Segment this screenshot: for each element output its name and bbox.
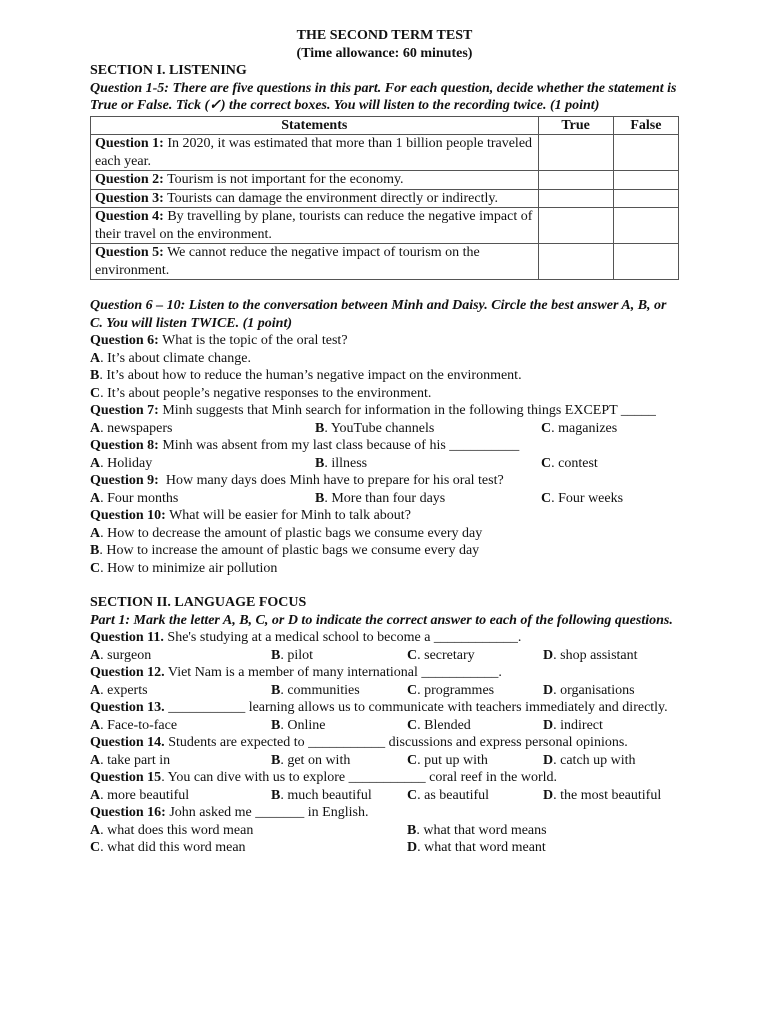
true-checkbox-cell[interactable] [538,189,613,208]
option-d[interactable]: D. organisations [543,682,635,698]
option-c[interactable]: C. secretary [407,647,475,663]
false-checkbox-cell[interactable] [613,135,678,171]
header-statements: Statements [91,116,539,135]
option-d[interactable]: D. indirect [543,717,603,733]
statement-text: Tourism is not important for the economy. [163,172,404,187]
table-row [91,189,679,208]
option-d[interactable]: D. the most beautiful [543,787,662,803]
statement-cell [91,244,539,280]
false-checkbox-cell[interactable] [613,208,678,244]
option-b[interactable]: B. pilot [271,647,314,663]
true-checkbox-cell[interactable] [538,135,613,171]
true-checkbox-cell[interactable] [538,244,613,280]
option-c[interactable]: C. Four weeks [541,490,624,506]
question-label: Question 2: [95,172,164,187]
question-label: Question 5: [95,245,164,260]
listening-part2-instruction: Question 6 – 10: Listen to the conversation between Minh and Daisy. Circle the best answer A, B, or C. You will listen TWICE. (1 point) [90,298,667,331]
options-row [90,490,679,508]
question-14: Question 14. Students are expected to ___________ discussions and express personal opinions. [90,735,628,750]
question-label: Question 3: [95,190,164,206]
options-row [90,420,679,438]
question-9: Question 9: How many days does Minh have to prepare for his oral test? [90,473,504,488]
option-a[interactable]: A. Four months [90,490,179,506]
option-b[interactable]: B. Online [271,717,326,733]
option-d[interactable]: D. what that word meant [407,840,546,855]
section2-instruction: Part 1: Mark the letter A, B, C, or D to indicate the correct answer to each of the following questions. [90,612,673,628]
options-row [90,822,679,840]
question-8: Question 8: Minh was absent from my last class because of his __________ [90,438,520,453]
options-row [90,839,679,857]
options-row [90,647,679,665]
statement-cell [91,189,539,208]
option-a[interactable]: A. what does this word mean [90,822,254,838]
question-15: Question 15. You can dive with us to explore ___________ coral reef in the world. [90,770,558,785]
question-label: Question 1: [95,136,164,151]
section1-heading: SECTION I. LISTENING [90,63,247,78]
false-checkbox-cell[interactable] [613,189,678,208]
table-row [91,244,679,280]
option-b[interactable]: B. illness [315,455,368,471]
option-d[interactable]: D. catch up with [543,752,636,768]
option-a[interactable]: A. Holiday [90,455,153,471]
question-10: Question 10: What will be easier for Minh to talk about? [90,508,411,523]
option-b[interactable]: B. More than four days [315,490,446,506]
option-a[interactable]: A. How to decrease the amount of plastic bags we consume every day [90,525,483,541]
statement-cell [91,135,539,171]
header-true: True [538,116,613,135]
table-row [91,208,679,244]
option-a[interactable]: A. It’s about climate change. [90,350,251,366]
option-b[interactable]: B. get on with [271,752,351,768]
option-a[interactable]: A. more beautiful [90,787,190,803]
option-c[interactable]: C. as beautiful [407,787,490,803]
option-c[interactable]: C. contest [541,455,598,471]
table-header-row [91,116,679,135]
question-12: Question 12. Viet Nam is a member of many international ___________. [90,665,502,680]
option-c[interactable]: C. Blended [407,717,471,733]
table-row [91,135,679,171]
option-b[interactable]: B. YouTube channels [315,420,435,436]
option-b[interactable]: B. much beautiful [271,787,372,803]
header-false: False [613,116,678,135]
options-row [90,682,679,700]
true-checkbox-cell[interactable] [538,208,613,244]
question-16: Question 16: John asked me _______ in English. [90,805,369,820]
option-c[interactable]: C. How to minimize air pollution [90,560,278,576]
statement-text: By travelling by plane, tourists can reduce the negative impact of their travel on the environment. [95,209,533,242]
test-paper [90,27,679,857]
option-c[interactable]: C. programmes [407,682,495,698]
statements-table [90,116,679,281]
option-a[interactable]: A. surgeon [90,647,152,663]
statement-text: Tourists can damage the environment directly or indirectly. [163,190,498,206]
options-row [90,752,679,770]
question-label: Question 4: [95,209,164,224]
options-row [90,787,679,805]
section1-instruction: Question 1-5: There are five questions in this part. For each question, decide whether the statement is True or False. Tick (✓) the correct boxes. You will listen to the recording twice. (1 point) [90,80,677,113]
table-row [91,171,679,190]
statement-text: We cannot reduce the negative impact of tourism on the environment. [95,245,480,278]
option-b[interactable]: B. How to increase the amount of plastic bags we consume every day [90,543,480,558]
statement-cell [91,171,539,190]
false-checkbox-cell[interactable] [613,244,678,280]
option-c[interactable]: C. maganizes [541,420,618,436]
page-subtitle: (Time allowance: 60 minutes) [296,45,473,61]
option-c[interactable]: C. put up with [407,752,488,768]
option-c[interactable]: C. It’s about people’s negative responses to the environment. [90,385,432,401]
question-6: Question 6: What is the topic of the oral test? [90,333,348,348]
page-title: THE SECOND TERM TEST [296,28,473,43]
statement-cell [91,208,539,244]
false-checkbox-cell[interactable] [613,171,678,190]
option-b[interactable]: B. It’s about how to reduce the human’s negative impact on the environment. [90,368,522,383]
option-a[interactable]: A. experts [90,682,148,698]
question-11: Question 11. She's studying at a medical school to become a ____________. [90,630,522,645]
question-7: Question 7: Minh suggests that Minh search for information in the following things EXCEPT _____ [90,403,656,418]
section2-heading: SECTION II. LANGUAGE FOCUS [90,595,307,610]
option-a[interactable]: A. newspapers [90,420,173,436]
statement-text: In 2020, it was estimated that more than 1 billion people traveled each year. [95,136,533,169]
option-a[interactable]: A. Face-to-face [90,717,178,733]
options-row [90,455,679,473]
option-d[interactable]: D. shop assistant [543,647,638,663]
option-c[interactable]: C. what did this word mean [90,840,246,855]
true-checkbox-cell[interactable] [538,171,613,190]
question-13: Question 13. ___________ learning allows us to communicate with teachers immediately and directly. [90,700,668,715]
options-row [90,717,679,735]
option-a[interactable]: A. take part in [90,752,171,768]
option-b[interactable]: B. communities [271,682,360,698]
option-b[interactable]: B. what that word means [407,822,547,838]
